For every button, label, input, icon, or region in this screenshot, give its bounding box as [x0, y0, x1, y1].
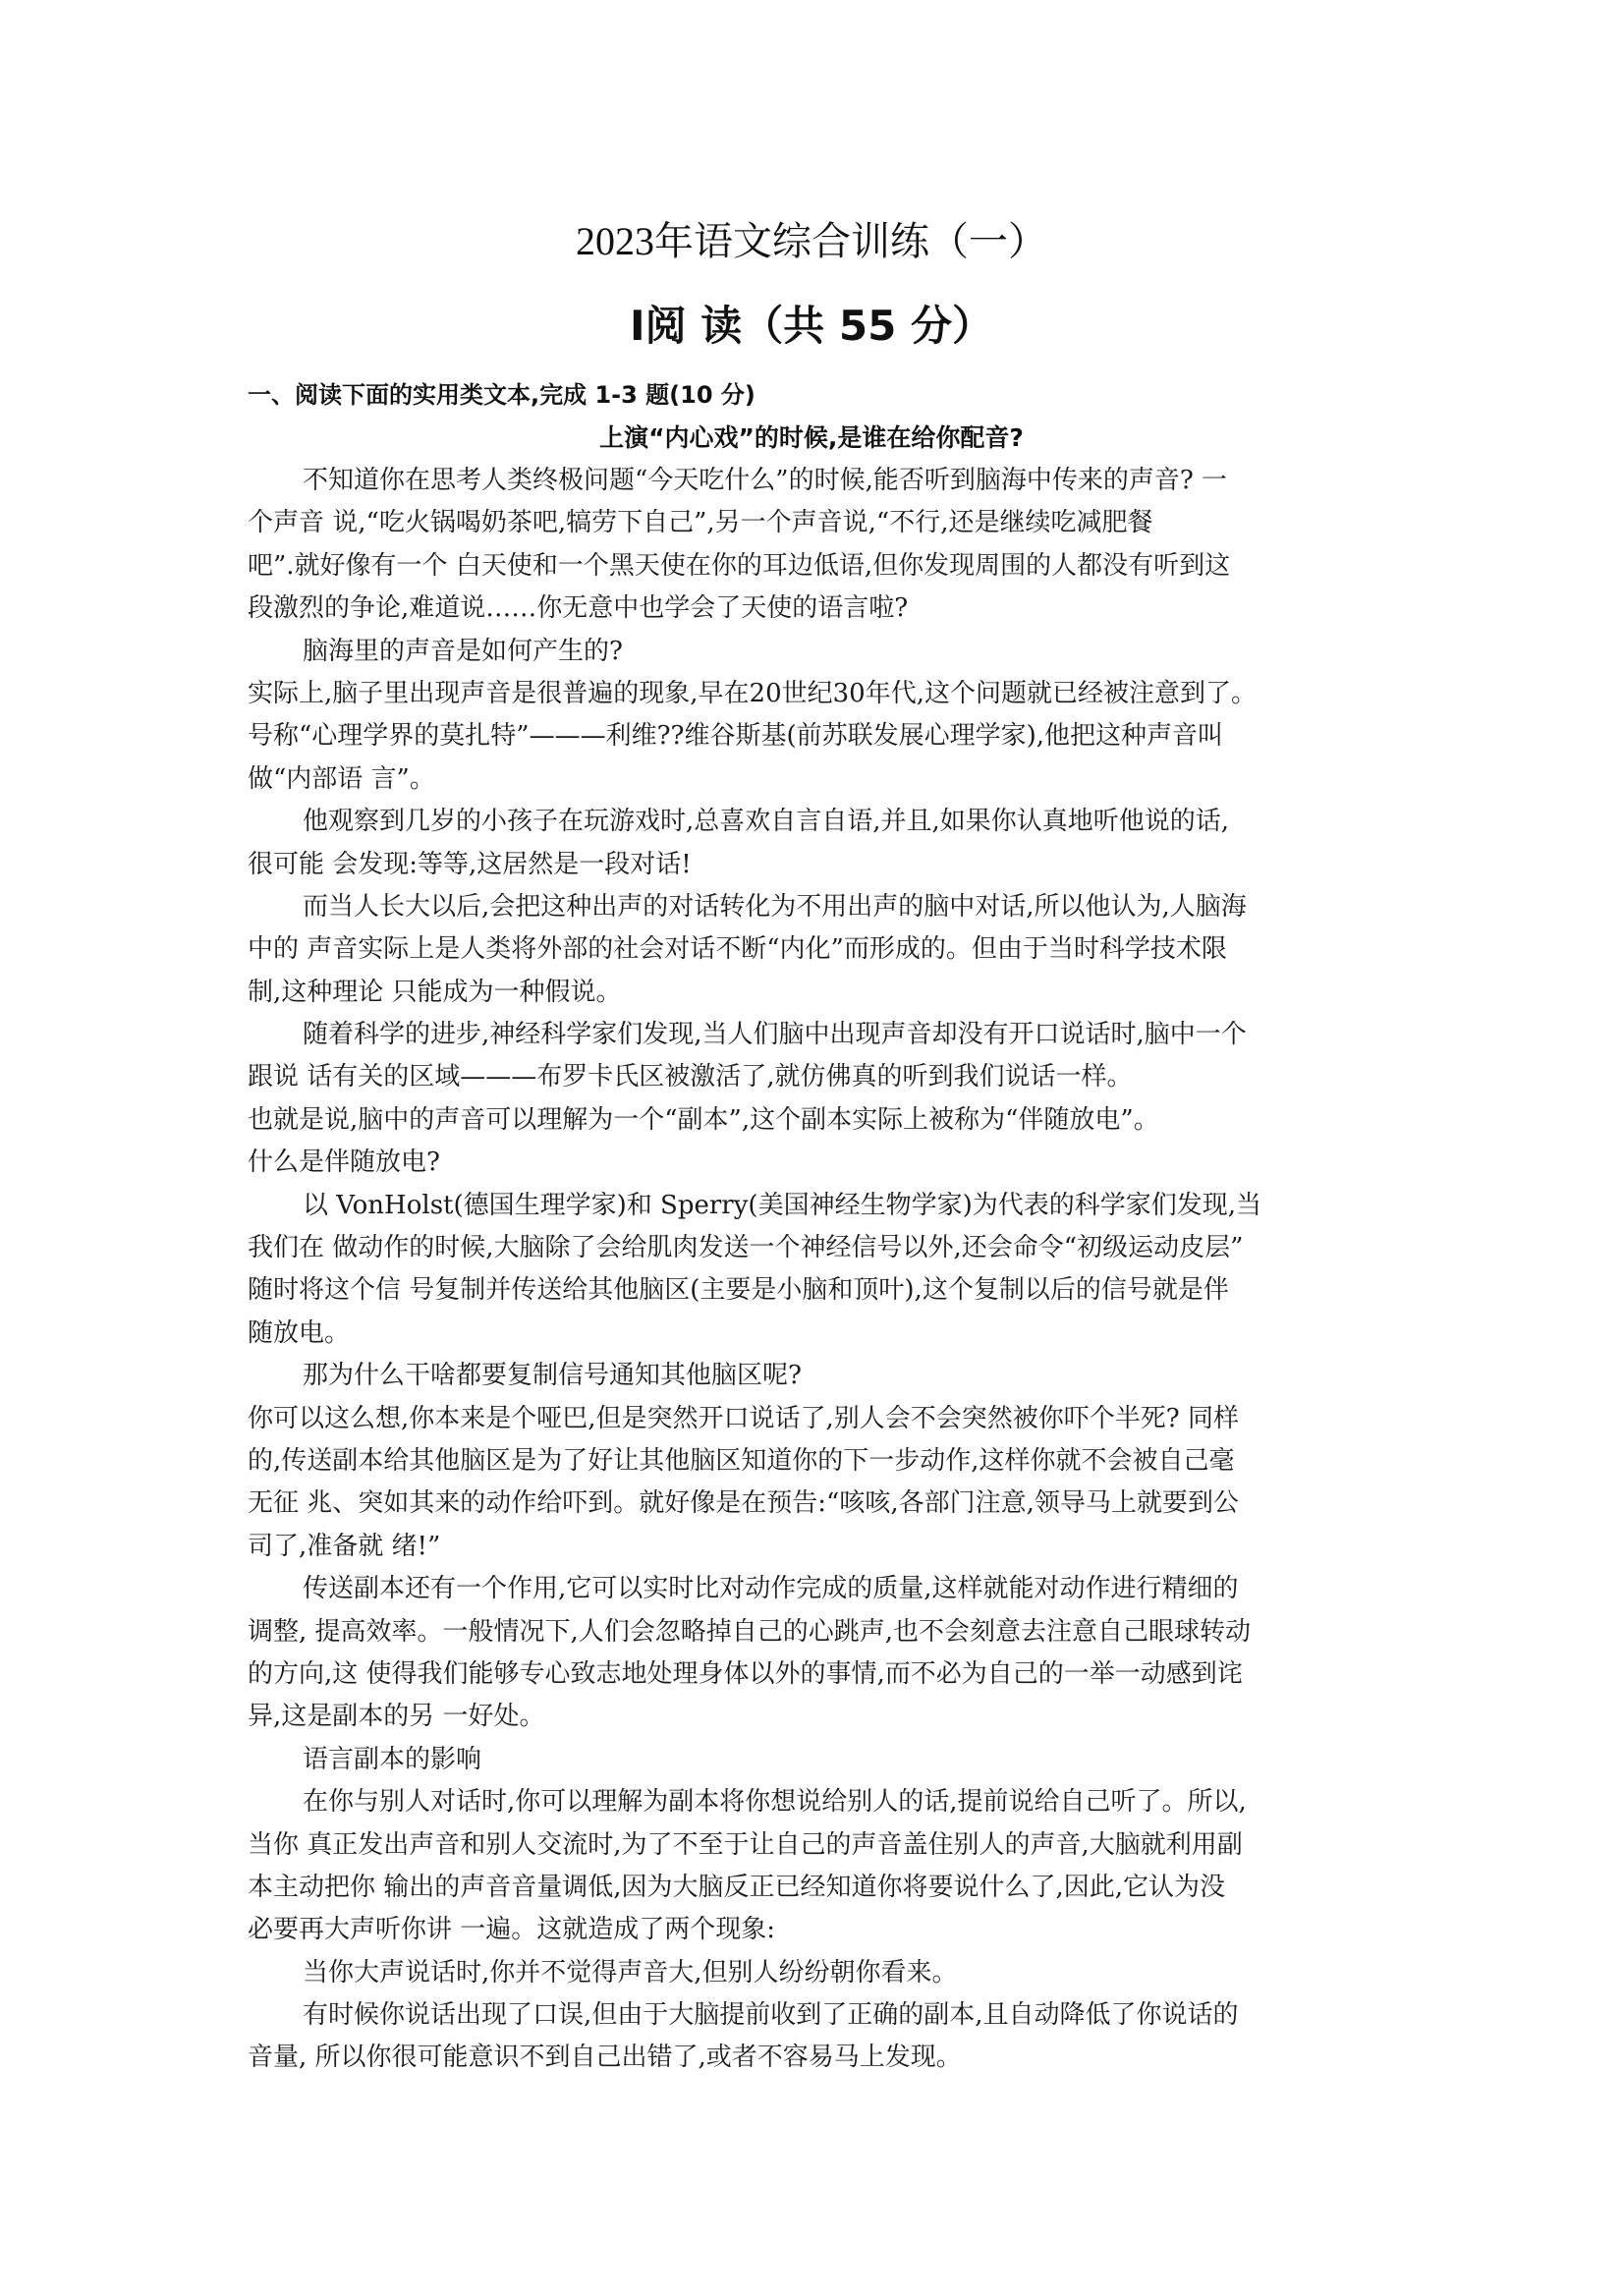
article-line: 在你与别人对话时,你可以理解为副本将你想说给别人的话,提前说给自己听了。所以,	[303, 1787, 1247, 1818]
article-line: 随着科学的进步,神经科学家们发现,当人们脑中出现声音却没有开口说话时,脑中一个	[303, 1020, 1247, 1050]
article-line: 他观察到几岁的小孩子在玩游戏时,总喜欢自言自语,并且,如果你认真地听他说的话,	[303, 807, 1230, 837]
article-body	[248, 460, 1387, 2080]
section-title: Ⅰ阅 读（共 55 分）	[630, 302, 993, 350]
article-line: 有时候你说话出现了口误,但由于大脑提前收到了正确的副本,且自动降低了你说话的	[303, 2000, 1239, 2031]
article-line: 什么是伴随放电?	[248, 1148, 440, 1178]
article-line: 做“内部语 言”。	[248, 763, 435, 794]
article-line: 本主动把你 输出的声音音量调低,因为大脑反正已经知道你将要说什么了,因此,它认为没	[248, 1872, 1226, 1902]
article-line: 随时将这个信 号复制并传送给其他脑区(主要是小脑和顶叶),这个复制以后的信号就是伴	[248, 1275, 1229, 1306]
article-line: 脑海里的声音是如何产生的?	[303, 636, 623, 666]
article-line: 必要再大声听你讲 一遍。这就造成了两个现象:	[248, 1915, 776, 1945]
article-line: 调整, 提高效率。一般情况下,人们会忽略掉自己的心跳声,也不会刻意去注意自己眼球转动	[248, 1616, 1252, 1647]
article-line: 随放电。	[248, 1317, 351, 1348]
article-line: 的方向,这 使得我们能够专心致志地处理身体以外的事情,而不必为自己的一举一动感到诧	[248, 1658, 1243, 1689]
article-line: 司了,准备就 绪!”	[248, 1531, 441, 1561]
article-line: 传送副本还有一个作用,它可以实时比对动作完成的质量,这样就能对动作进行精细的	[303, 1574, 1239, 1604]
article-line: 你可以这么想,你本来是个哑巴,但是突然开口说话了,别人会不会突然被你吓个半死? 同样	[248, 1403, 1239, 1433]
article-line: 个声音 说,“吃火锅喝奶茶吧,犒劳下自己”,另一个声音说,“不行,还是继续吃减肥餐	[248, 508, 1153, 538]
article-line: 无征 兆、突如其来的动作给吓到。就好像是在预告:“咳咳,各部门注意,领导马上就要到公	[248, 1488, 1239, 1519]
article-line: 我们在 做动作的时候,大脑除了会给肌肉发送一个神经信号以外,还会命令“初级运动皮层”	[248, 1233, 1244, 1263]
article-line: 段激烈的争论,难道说……你无意中也学会了天使的语言啦?	[248, 593, 909, 624]
article-line: 不知道你在思考人类终极问题“今天吃什么”的时候,能否听到脑海中传来的声音? 一	[303, 466, 1228, 495]
article-line: 音量, 所以你很可能意识不到自己出错了,或者不容易马上发现。	[248, 2043, 962, 2073]
article-line: 以 VonHolst(德国生理学家)和 Sperry(美国神经生物学家)为代表的科学家们发现,当	[303, 1190, 1261, 1220]
article-line: 当你大声说话时,你并不觉得声音大,但别人纷纷朝你看来。	[303, 1957, 958, 1988]
article-line: 号称“心理学界的莫扎特”———利维??维谷斯基(前苏联发展心理学家),他把这种声音叫	[248, 721, 1224, 752]
article-line: 当你 真正发出声音和别人交流时,为了不至于让自己的声音盖住别人的声音,大脑就利用副	[248, 1829, 1243, 1860]
question-instruction: 一、阅读下面的实用类文本,完成 1-3 题(10 分)	[248, 381, 756, 409]
article-line: 那为什么干啥都要复制信号通知其他脑区呢?	[303, 1361, 802, 1391]
article-line: 语言副本的影响	[303, 1744, 482, 1774]
article-line: 吧”.就好像有一个 白天使和一个黑天使在你的耳边低语,但你发现周围的人都没有听到这	[248, 550, 1231, 581]
article-line: 中的 声音实际上是人类将外部的社会对话不断“内化”而形成的。但由于当时科学技术限	[248, 934, 1227, 965]
article-line: 异,这是副本的另 一好处。	[248, 1702, 545, 1732]
article-line: 制,这种理论 只能成为一种假说。	[248, 977, 622, 1007]
article-line: 而当人长大以后,会把这种出声的对话转化为不用出声的脑中对话,所以他认为,人脑海	[303, 891, 1247, 922]
article-line: 很可能 会发现:等等,这居然是一段对话!	[248, 849, 692, 879]
article-line: 实际上,脑子里出现声音是很普遍的现象,早在20世纪30年代,这个问题就已经被注意到了。	[248, 678, 1257, 708]
article-line: 跟说 话有关的区域———布罗卡氏区被激活了,就仿佛真的听到我们说话一样。	[248, 1062, 1133, 1092]
article-line: 也就是说,脑中的声音可以理解为一个“副本”,这个副本实际上被称为“伴随放电”。	[248, 1104, 1159, 1135]
article-title: 上演“内心戏”的时候,是谁在给你配音?	[599, 423, 1024, 452]
exam-title: 2023年语文综合训练（一）	[576, 219, 1047, 263]
article-line: 的,传送副本给其他脑区是为了好让其他脑区知道你的下一步动作,这样你就不会被自己毫	[248, 1445, 1235, 1476]
